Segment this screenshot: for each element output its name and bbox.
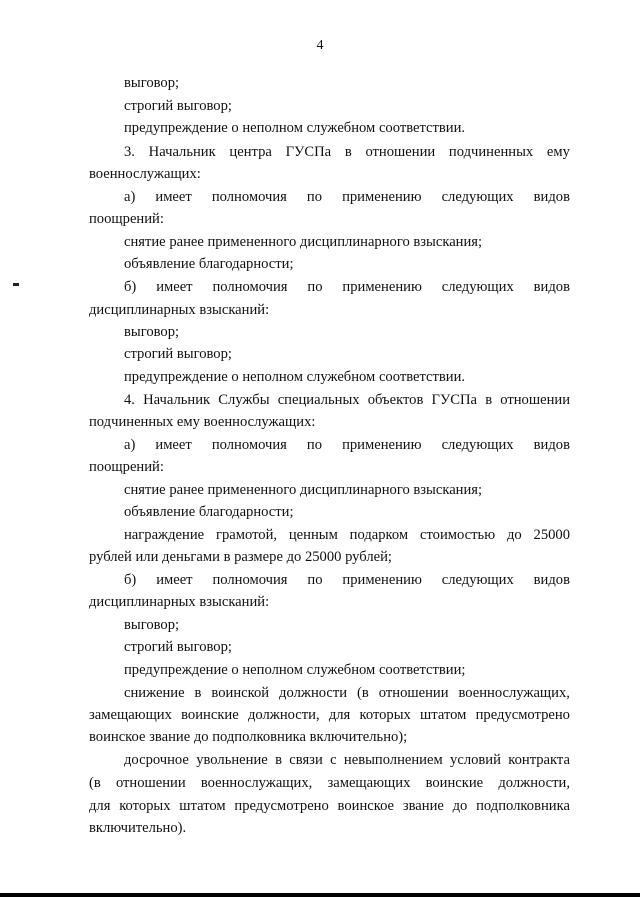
word: применению	[342, 572, 422, 588]
word: следующих	[441, 572, 514, 588]
word: отношении	[365, 144, 436, 160]
text-line: включительно).	[89, 820, 187, 836]
word: отношении	[115, 775, 186, 791]
word: воинские	[181, 707, 239, 723]
word: контракта	[508, 752, 570, 768]
word: в	[194, 685, 202, 701]
word: а)	[124, 437, 136, 453]
text-line: выговор;	[124, 617, 180, 633]
word: следующих	[441, 437, 514, 453]
word: видов	[533, 572, 570, 588]
word: подарком	[349, 527, 409, 543]
word: Начальник	[148, 144, 216, 160]
word: стоимостью	[420, 527, 496, 543]
word: по	[306, 437, 323, 453]
word: имеет	[156, 279, 193, 295]
text-line: выговор;	[124, 324, 180, 340]
text-line	[124, 143, 570, 161]
word: должности	[279, 685, 348, 701]
word: 25000	[533, 527, 570, 543]
word: а)	[124, 189, 136, 205]
text-line	[89, 706, 570, 724]
text-line: предупреждение о неполном служебном соответствии.	[124, 369, 466, 385]
word: центра	[229, 144, 272, 160]
word: полномочия	[211, 437, 287, 453]
word: награждение	[124, 527, 205, 543]
word: подчиненных	[448, 144, 534, 160]
word: грамотой,	[215, 527, 278, 543]
word: досрочное	[124, 752, 189, 768]
word: в	[344, 144, 352, 160]
text-line: военнослужащих:	[89, 166, 201, 182]
word: отношении	[500, 392, 570, 408]
word: до	[506, 527, 522, 543]
word: ГУСПа	[431, 392, 478, 408]
scan-margin-mark	[13, 283, 19, 286]
text-line: снятие ранее примененного дисциплинарного взыскания;	[124, 482, 483, 498]
word: должности,	[498, 775, 570, 791]
word: Службы	[218, 392, 270, 408]
text-line: строгий выговор;	[124, 98, 232, 114]
word: по	[307, 572, 323, 588]
text-line: дисциплинарных взысканий:	[89, 302, 270, 318]
word: условий	[450, 752, 501, 768]
text-line: поощрений:	[89, 211, 164, 227]
word: замещающих	[327, 775, 411, 791]
text-line: подчиненных ему военнослужащих:	[89, 414, 316, 430]
text-line	[124, 526, 570, 544]
word: подполковника	[476, 798, 570, 814]
text-line: строгий выговор;	[124, 639, 232, 655]
word: в	[485, 392, 493, 408]
text-line	[124, 391, 570, 409]
text-line: объявление благодарности;	[124, 256, 294, 272]
word: связи	[289, 752, 323, 768]
word: предусмотрено	[234, 798, 329, 814]
text-line	[124, 188, 570, 206]
word: до	[452, 798, 468, 814]
word: применению	[342, 279, 422, 295]
word: военнослужащих,	[200, 775, 313, 791]
word: видов	[533, 189, 570, 205]
word: по	[306, 189, 323, 205]
word: видов	[533, 279, 570, 295]
text-line: выговор;	[124, 75, 180, 91]
word: (в	[357, 685, 369, 701]
word: 3.	[124, 144, 135, 160]
word: специальных	[277, 392, 360, 408]
word: предусмотрено	[475, 707, 570, 723]
text-line: предупреждение о неполном служебном соответствии;	[124, 662, 466, 678]
word: штатом	[179, 798, 226, 814]
word: полномочия	[211, 189, 287, 205]
word: по	[307, 279, 323, 295]
text-line: дисциплинарных взысканий:	[89, 594, 270, 610]
word: следующих	[441, 279, 514, 295]
word: воинские	[425, 775, 484, 791]
text-line: предупреждение о неполном служебном соответствии.	[124, 120, 466, 136]
word: невыполнением	[343, 752, 443, 768]
word: следующих	[441, 189, 514, 205]
word: ценным	[288, 527, 338, 543]
text-line: воинское звание до подполковника включительно);	[89, 729, 408, 745]
text-line	[124, 436, 570, 454]
word: должности,	[247, 707, 320, 723]
word: воинской	[211, 685, 270, 701]
word: снижение	[124, 685, 185, 701]
scan-bottom-edge	[0, 893, 640, 897]
text-line: строгий выговор;	[124, 346, 232, 362]
word: замещающих	[89, 707, 172, 723]
word: применению	[342, 437, 422, 453]
word: применению	[342, 189, 422, 205]
word: (в	[89, 775, 101, 791]
word: объектов	[367, 392, 424, 408]
word: ГУСПа	[285, 144, 332, 160]
text-line	[89, 774, 570, 792]
word: полномочия	[212, 572, 288, 588]
word: воинское	[337, 798, 395, 814]
text-line	[124, 278, 570, 296]
word: военнослужащих,	[458, 685, 570, 701]
text-line	[124, 751, 570, 769]
word: б)	[124, 279, 137, 295]
text-line	[124, 571, 570, 589]
page-number: 4	[316, 38, 324, 53]
text-line: объявление благодарности;	[124, 504, 294, 520]
word: для	[328, 707, 351, 723]
word: для	[89, 798, 111, 814]
text-line: рублей или деньгами в размере до 25000 рублей;	[89, 549, 392, 565]
word: которых	[359, 707, 411, 723]
word: с	[330, 752, 337, 768]
word: увольнение	[196, 752, 268, 768]
word: которых	[119, 798, 171, 814]
word: 4.	[124, 392, 135, 408]
word: в	[275, 752, 282, 768]
word: видов	[533, 437, 570, 453]
word: ему	[546, 144, 570, 160]
text-line	[124, 684, 570, 702]
word: отношении	[378, 685, 449, 701]
word: имеет	[155, 189, 192, 205]
text-line: снятие ранее примененного дисциплинарного взыскания;	[124, 234, 483, 250]
text-line: поощрений:	[89, 459, 164, 475]
word: имеет	[155, 437, 192, 453]
word: штатом	[420, 707, 467, 723]
text-line	[89, 797, 570, 815]
word: полномочия	[212, 279, 288, 295]
word: Начальник	[143, 392, 211, 408]
word: имеет	[156, 572, 193, 588]
word: звание	[402, 798, 444, 814]
word: б)	[124, 572, 137, 588]
